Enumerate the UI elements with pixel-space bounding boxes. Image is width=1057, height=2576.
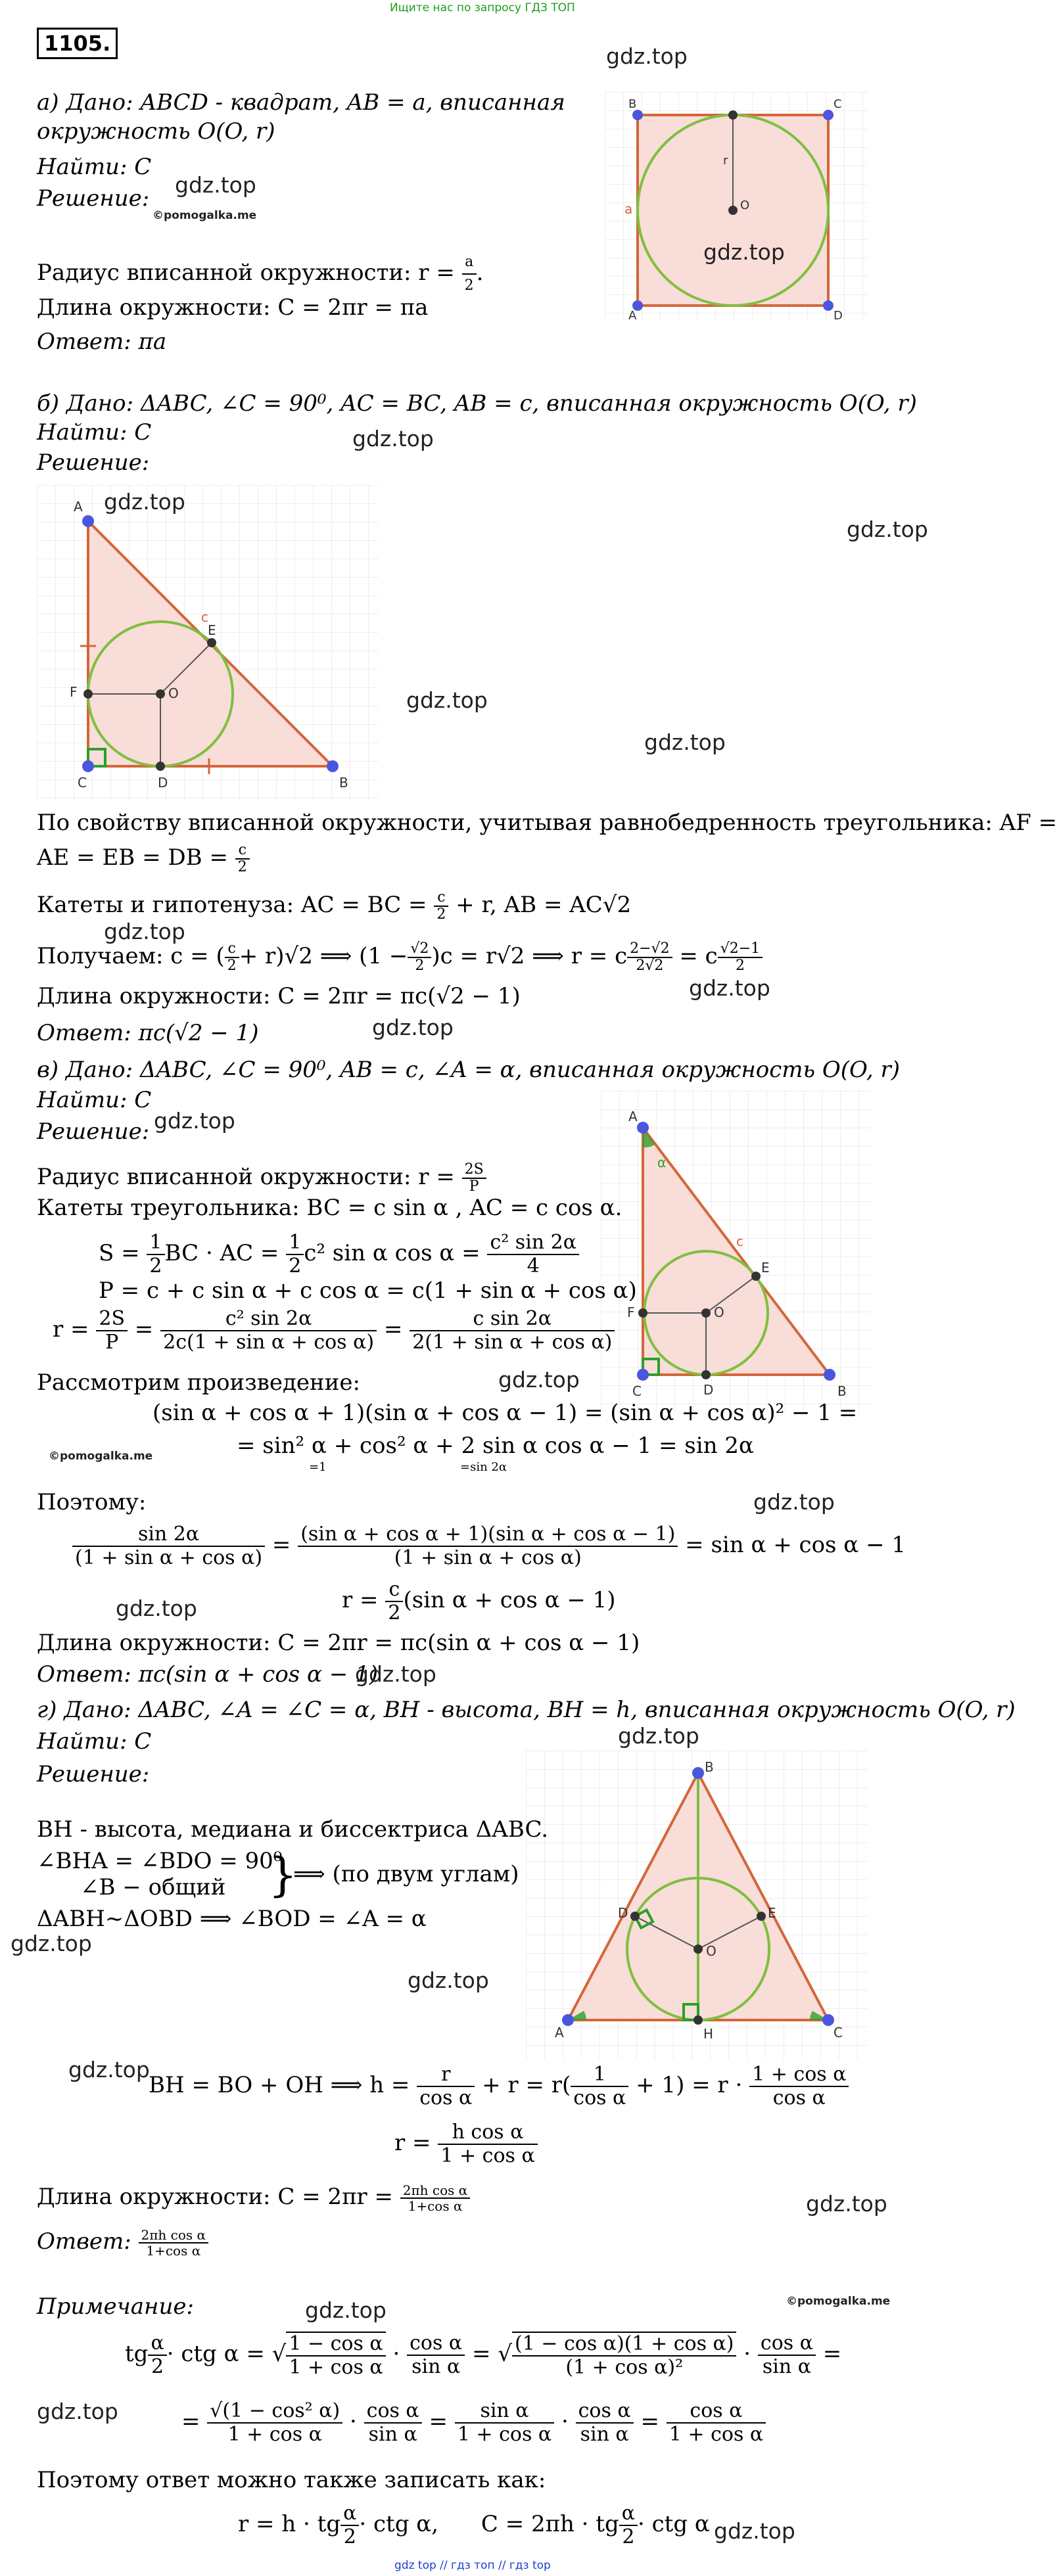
svg-text:O: O: [168, 685, 179, 701]
part-a-solution-label: Решение:: [37, 185, 150, 212]
part-b-length: Длина окружности: C = 2πr = πc(√2 − 1): [37, 983, 521, 1009]
part-a-given: а) Дано: ABCD - квадрат, AB = a, вписанная: [37, 89, 565, 116]
footer-links[interactable]: gdz top // гдз топ // гдз top: [394, 2559, 551, 2572]
svg-text:A: A: [74, 499, 83, 515]
problem-number: 1105.: [37, 28, 118, 59]
part-v-legs: Катеты треугольника: BC = c sin α , AC = c cos α.: [37, 1195, 622, 1221]
part-v-consider: Рассмотрим произведение:: [37, 1369, 360, 1396]
watermark: gdz.top: [703, 239, 785, 265]
part-b-property: По свойству вписанной окружности, учитывая равнобедренность треугольника: AF =: [37, 810, 1057, 836]
svg-text:c: c: [736, 1233, 743, 1249]
part-v-solution-label: Решение:: [37, 1118, 150, 1145]
source-watermark: ©pomogalka.me: [153, 209, 257, 222]
svg-text:a: a: [624, 201, 633, 217]
part-v-product: (sin α + cos α + 1)(sin α + cos α − 1) = (sin α + cos α)² − 1 =: [153, 1400, 858, 1426]
watermark: gdz.top: [116, 1596, 197, 1621]
watermark: gdz.top: [689, 975, 770, 1001]
svg-text:D: D: [158, 775, 168, 791]
svg-text:C: C: [834, 2025, 843, 2040]
watermark: gdz.top: [406, 687, 488, 713]
svg-text:O: O: [714, 1304, 724, 1320]
brace: }: [268, 1848, 298, 1902]
svg-text:H: H: [703, 2026, 714, 2042]
part-g-figure: [526, 1751, 868, 2059]
part-v-r: r = $\frac{2S}{P}$ = $\frac{\text{c² sin 2α}}{\text{2c(1 + sin α + cos α)}}$ = $\frac{\text{c sin 2α}}{\text{2(1 + sin α + cos α)}}$: [53, 1308, 615, 1354]
svg-text:C: C: [834, 97, 842, 111]
svg-text:E: E: [768, 1905, 776, 1921]
watermark: gdz.top: [618, 1723, 699, 1749]
part-b-find: Найти: C: [37, 419, 152, 446]
svg-text:F: F: [627, 1304, 635, 1320]
watermark: gdz.top: [104, 919, 185, 944]
svg-text:E: E: [761, 1260, 770, 1276]
svg-text:C: C: [78, 775, 87, 791]
part-b-legs: Катеты и гипотенуза: AC = BC = $\frac{c}{2}$ + r, AB = AC√2: [37, 889, 632, 923]
part-b-given: б) Дано: ΔABC, ∠C = 90⁰, AC = BC, AB = c, вписанная окружность O(O, r): [37, 390, 917, 417]
part-a-length: Длина окружности: C = 2πr = πa: [37, 294, 429, 321]
part-g-bh: BH - высота, медиана и биссектриса ΔABC.: [37, 1816, 549, 1843]
part-b-figure: [37, 485, 379, 800]
svg-text:O: O: [740, 198, 750, 212]
part-a-given-2: окружность O(O, r): [37, 118, 275, 145]
svg-text:D: D: [703, 1382, 714, 1398]
watermark: gdz.top: [355, 1661, 436, 1687]
part-v-equality: $\frac{\sin 2\alpha}{\text{(1 + sin α + cos α)}}$ = $\frac{\text{(sin α + cos α + 1)(sin α + cos α − 1)}}{\text{(1 + sin α + cos α)}}$ = sin α + cos α − 1: [72, 1523, 906, 1569]
part-b-property-2: AE = EB = DB = $\frac{c}{2}$: [37, 842, 250, 875]
part-v-find: Найти: C: [37, 1087, 152, 1113]
svg-text:B: B: [705, 1759, 714, 1775]
part-g-by-two: ⟹ (по двум углам): [293, 1861, 519, 1887]
part-v-answer: Ответ: πc(sin α + cos α − 1): [37, 1661, 379, 1688]
source-watermark: ©pomogalka.me: [49, 1450, 153, 1463]
part-a-radius: Радиус вписанной окружности: r = $\frac{a}{2}$ .: [37, 251, 483, 297]
part-g-also: Поэтому ответ можно также записать как:: [37, 2467, 546, 2493]
part-v-given: в) Дано: ΔABC, ∠C = 90⁰, AB = c, ∠A = α, вписанная окружность O(O, r): [37, 1057, 900, 1083]
source-watermark: ©pomogalka.me: [786, 2295, 891, 2308]
part-v-area: S = $\frac{1}{2}$ BC · AC = $\frac{1}{2}$ c² sin α cos α = $\frac{\text{c² sin 2α}}{4}$: [99, 1231, 579, 1277]
part-v-perimeter: P = c + c sin α + c cos α = c(1 + sin α + cos α): [99, 1277, 637, 1304]
svg-text:α: α: [657, 1155, 667, 1170]
part-v-therefore: Поэтому:: [37, 1489, 147, 1515]
svg-text:r: r: [723, 154, 728, 168]
part-g-note-label: Примечание:: [37, 2293, 194, 2320]
watermark: gdz.top: [372, 1015, 454, 1040]
watermark: gdz.top: [37, 2399, 118, 2424]
watermark: gdz.top: [753, 1489, 835, 1515]
part-g-bh-eq: BH = BO + OH ⟹ h = $\frac{r}{\text{cos α}}$ + r = r( $\frac{1}{\text{cos α}}$ + 1) = r · $\frac{\text{1 + cos α}}{\text{cos α}}$: [149, 2063, 849, 2109]
part-v-product-2: = sin² α + cos² α + 2 sin α cos α − 1 = sin 2α: [237, 1433, 754, 1459]
part-a-find: Найти: C: [37, 154, 152, 180]
watermark: gdz.top: [154, 1108, 235, 1134]
svg-text:O: O: [706, 1943, 716, 1959]
part-v-figure: [601, 1091, 870, 1413]
svg-text:B: B: [837, 1383, 847, 1399]
part-g-note-1: tg $\frac{\alpha}{2}$ · ctg α = √ $\frac{\text{1 − cos α}}{\text{1 + cos α}}$ · $\frac{\text{cos α}}{\text{sin α}}$ = √ $\frac{\text{(1 − cos α)(1 + cos α)}}{\text{(1 + cos α)²}}$ · $\frac{\text{cos α}}{\text{sin α}}$ =: [125, 2332, 842, 2379]
part-g-length: Длина окружности: C = 2πr = $\frac{\text{2πh cos α}}{\text{1+cos α}}$: [37, 2183, 470, 2213]
part-g-angle-2: ∠B − общий: [80, 1874, 226, 1900]
svg-text:C: C: [632, 1383, 642, 1399]
watermark: gdz.top: [175, 172, 256, 198]
watermark: gdz.top: [806, 2191, 887, 2217]
part-g-find: Найти: C: [37, 1728, 152, 1755]
part-b-solution-label: Решение:: [37, 449, 150, 476]
part-a-figure: [605, 92, 868, 322]
part-v-length: Длина окружности: C = 2πr = πc(sin α + cos α − 1): [37, 1630, 640, 1656]
svg-text:A: A: [555, 2025, 564, 2040]
svg-text:c: c: [201, 609, 208, 625]
watermark: gdz.top: [408, 1967, 489, 1993]
part-g-r-eq: r = $\frac{\text{h cos α}}{\text{1 + cos α}}$: [394, 2121, 538, 2167]
watermark: gdz.top: [606, 43, 688, 69]
watermark: gdz.top: [68, 2057, 150, 2082]
watermark: gdz.top: [847, 517, 928, 542]
svg-text:A: A: [628, 309, 637, 323]
underbrace-1: =1: [309, 1460, 327, 1474]
part-g-similar: ΔABH~ΔOBD ⟹ ∠BOD = ∠A = α: [37, 1906, 427, 1932]
svg-text:B: B: [628, 97, 637, 111]
watermark: gdz.top: [498, 1367, 580, 1392]
underbrace-2: =sin 2α: [460, 1460, 507, 1474]
watermark: gdz.top: [305, 2297, 387, 2323]
watermark: gdz.top: [352, 426, 434, 451]
part-g-angle-1: ∠BHA = ∠BDO = 90⁰: [37, 1848, 283, 1874]
search-hint[interactable]: Ищите нас по запросу ГДЗ ТОП: [390, 1, 575, 14]
watermark: gdz.top: [11, 1931, 92, 1956]
watermark: gdz.top: [104, 489, 185, 515]
svg-text:A: A: [628, 1109, 638, 1124]
svg-text:B: B: [339, 775, 348, 791]
part-a-answer: Ответ: πa: [37, 329, 167, 355]
svg-text:D: D: [834, 309, 843, 323]
watermark: gdz.top: [644, 729, 726, 755]
part-v-radius: Радиус вписанной окружности: r = $\frac{2S}{P}$: [37, 1162, 486, 1195]
svg-text:F: F: [70, 684, 78, 700]
part-v-r-final: r = $\frac{c}{2}$ (sin α + cos α − 1): [342, 1578, 616, 1624]
svg-text:D: D: [618, 1905, 628, 1921]
part-b-answer: Ответ: πc(√2 − 1): [37, 1020, 259, 1046]
watermark: gdz.top: [714, 2518, 795, 2544]
part-g-given: г) Дано: ΔABC, ∠A = ∠C = α, BH - высота, BH = h, вписанная окружность O(O, r): [37, 1697, 1016, 1723]
part-g-solution-label: Решение:: [37, 1761, 150, 1787]
part-b-derive: Получаем: c = ( $\frac{c}{2}$ + r)√2 ⟹ (1 − $\frac{√2}{2}$ )c = r√2 ⟹ r = c $\frac{2-√2}{2√2}$ = c $\frac{√2-1}{2}$: [37, 941, 763, 974]
part-g-answer: Ответ: $\frac{\text{2πh cos α}}{\text{1+cos α}}$: [37, 2228, 208, 2258]
part-g-note-2: = $\frac{\text{√(1 − cos² α)}}{\text{1 + cos α}}$ · $\frac{\text{cos α}}{\text{sin α}}$ = $\frac{\text{sin α}}{\text{1 + cos α}}$ · $\frac{\text{cos α}}{\text{sin α}}$ = $\frac{\text{cos α}}{\text{1 + cos α}}$: [181, 2400, 766, 2446]
part-g-final: r = h · tg $\frac{\alpha}{2}$ · ctg α, C = 2πh · tg $\frac{\alpha}{2}$ · ctg α: [238, 2502, 710, 2548]
svg-text:E: E: [208, 622, 216, 638]
